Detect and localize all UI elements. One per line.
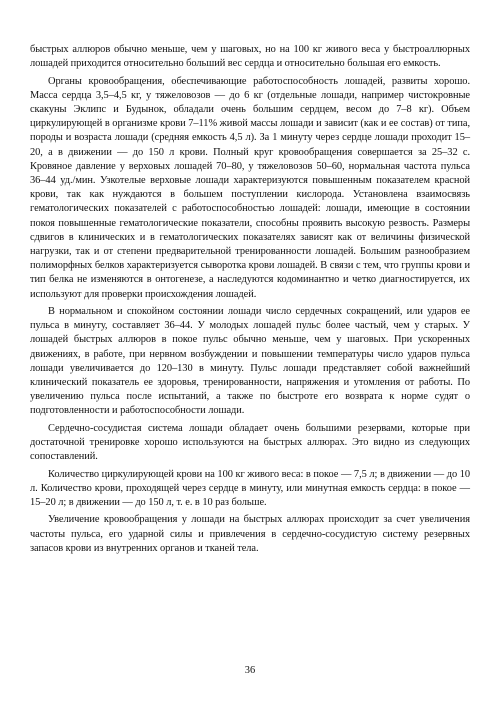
- paragraph-2: Органы кровообращения, обеспечивающие работоспособность лошадей, развиты хорошо. Масса сердца 3,5–4,5 кг, у тяжеловозов — до 6 кг (отдельные лошади, например чистокровные скакуны Эклипс и Будынок, обладали очень большим сердцем, весом до 7–8 кг). Объем циркулирующей в организме крови 7–11% живой массы лошади и зависит (как и ее состав) от типа, породы и возраста лошади (средняя емкость 4,5 л). За 1 минуту через сердце лошади проходит 15–20, а в движении — до 150 л крови. Полный круг кровообращения совершается за 25–32 с. Кровяное давление у верховых лошадей 70–80, у тяжеловозов 50–60, нормальная частота пульса 36–44 уд./мин. Узкотелые верховые лошади характеризуются повышенным показателем красной крови, так как нуждаются в большем поступлении кислорода. Установлена взаимосвязь гематологических показателей с работоспособностью лошадей: лошади, имеющие в состоянии покоя повышенные гематологические показатели, способны проявить высокую резвость. Размеры сдвигов в клинических и в гематологических показателях зависят как от величины физической нагрузки, так и от степени предварительной тренированности лошадей. Большим разнообразием полиморфных белков характеризуется сыворотка крови лошадей. В связи с тем, что группы крови и тип белка не изменяются в онтогенезе, а наследуются кодоминантно и четко диагностируется, их используют для проверки происхождения лошадей.: [30, 75, 470, 300]
- paragraph-3: В нормальном и спокойном состоянии лошади число сердечных сокращений, или ударов ее пульса в минуту, составляет 36–44. У молодых лошадей пульс более частый, чем у старых. У лошадей быстрых аллюров в покое пульс обычно меньше, чем у шаговых. При ускоренных движениях, в работе, при нервном возбуждении и повышении температуры число ударов пульса лошади увеличивается до 120–130 в минуту. Пульс лошади представляет собой важнейший клинический показатель ее здоровья, тренированности, напряжения и утомления от работы. По увеличению пульса после испытаний, а также по быстроте его возврата к норме судят о подготовленности и работоспособности лошади.: [30, 306, 470, 417]
- body-text: [30, 43, 470, 559]
- paragraph-4: Сердечно-сосудистая система лошади обладает очень большими резервами, которые при достаточной тренировке хорошо используются на быстрых аллюрах. Это видно из следующих сопоставлений.: [30, 422, 470, 463]
- paragraph-6: Увеличение кровообращения у лошади на быстрых аллюрах происходит за счет увеличения частоты пульса, его ударной силы и привлечения в сердечно-сосудистую систему резервных запасов крови из внутренних органов и тканей тела.: [30, 514, 470, 554]
- paragraph-5: Количество циркулирующей крови на 100 кг живого веса: в покое — 7,5 л; в движении — до 10 л. Количество крови, проходящей через сердце в минуту, или минутная емкость сердца: в покое — 15–20 л; в движении — до 150 л, т. е. в 10 раз больше.: [30, 468, 470, 509]
- paragraph-1: быстрых аллюров обычно меньше, чем у шаговых, но на 100 кг живого веса у быстроаллюрных лошадей приходится относительно больший вес сердца и относительно большая его емкость.: [30, 44, 470, 70]
- page-number: 36: [244, 665, 256, 676]
